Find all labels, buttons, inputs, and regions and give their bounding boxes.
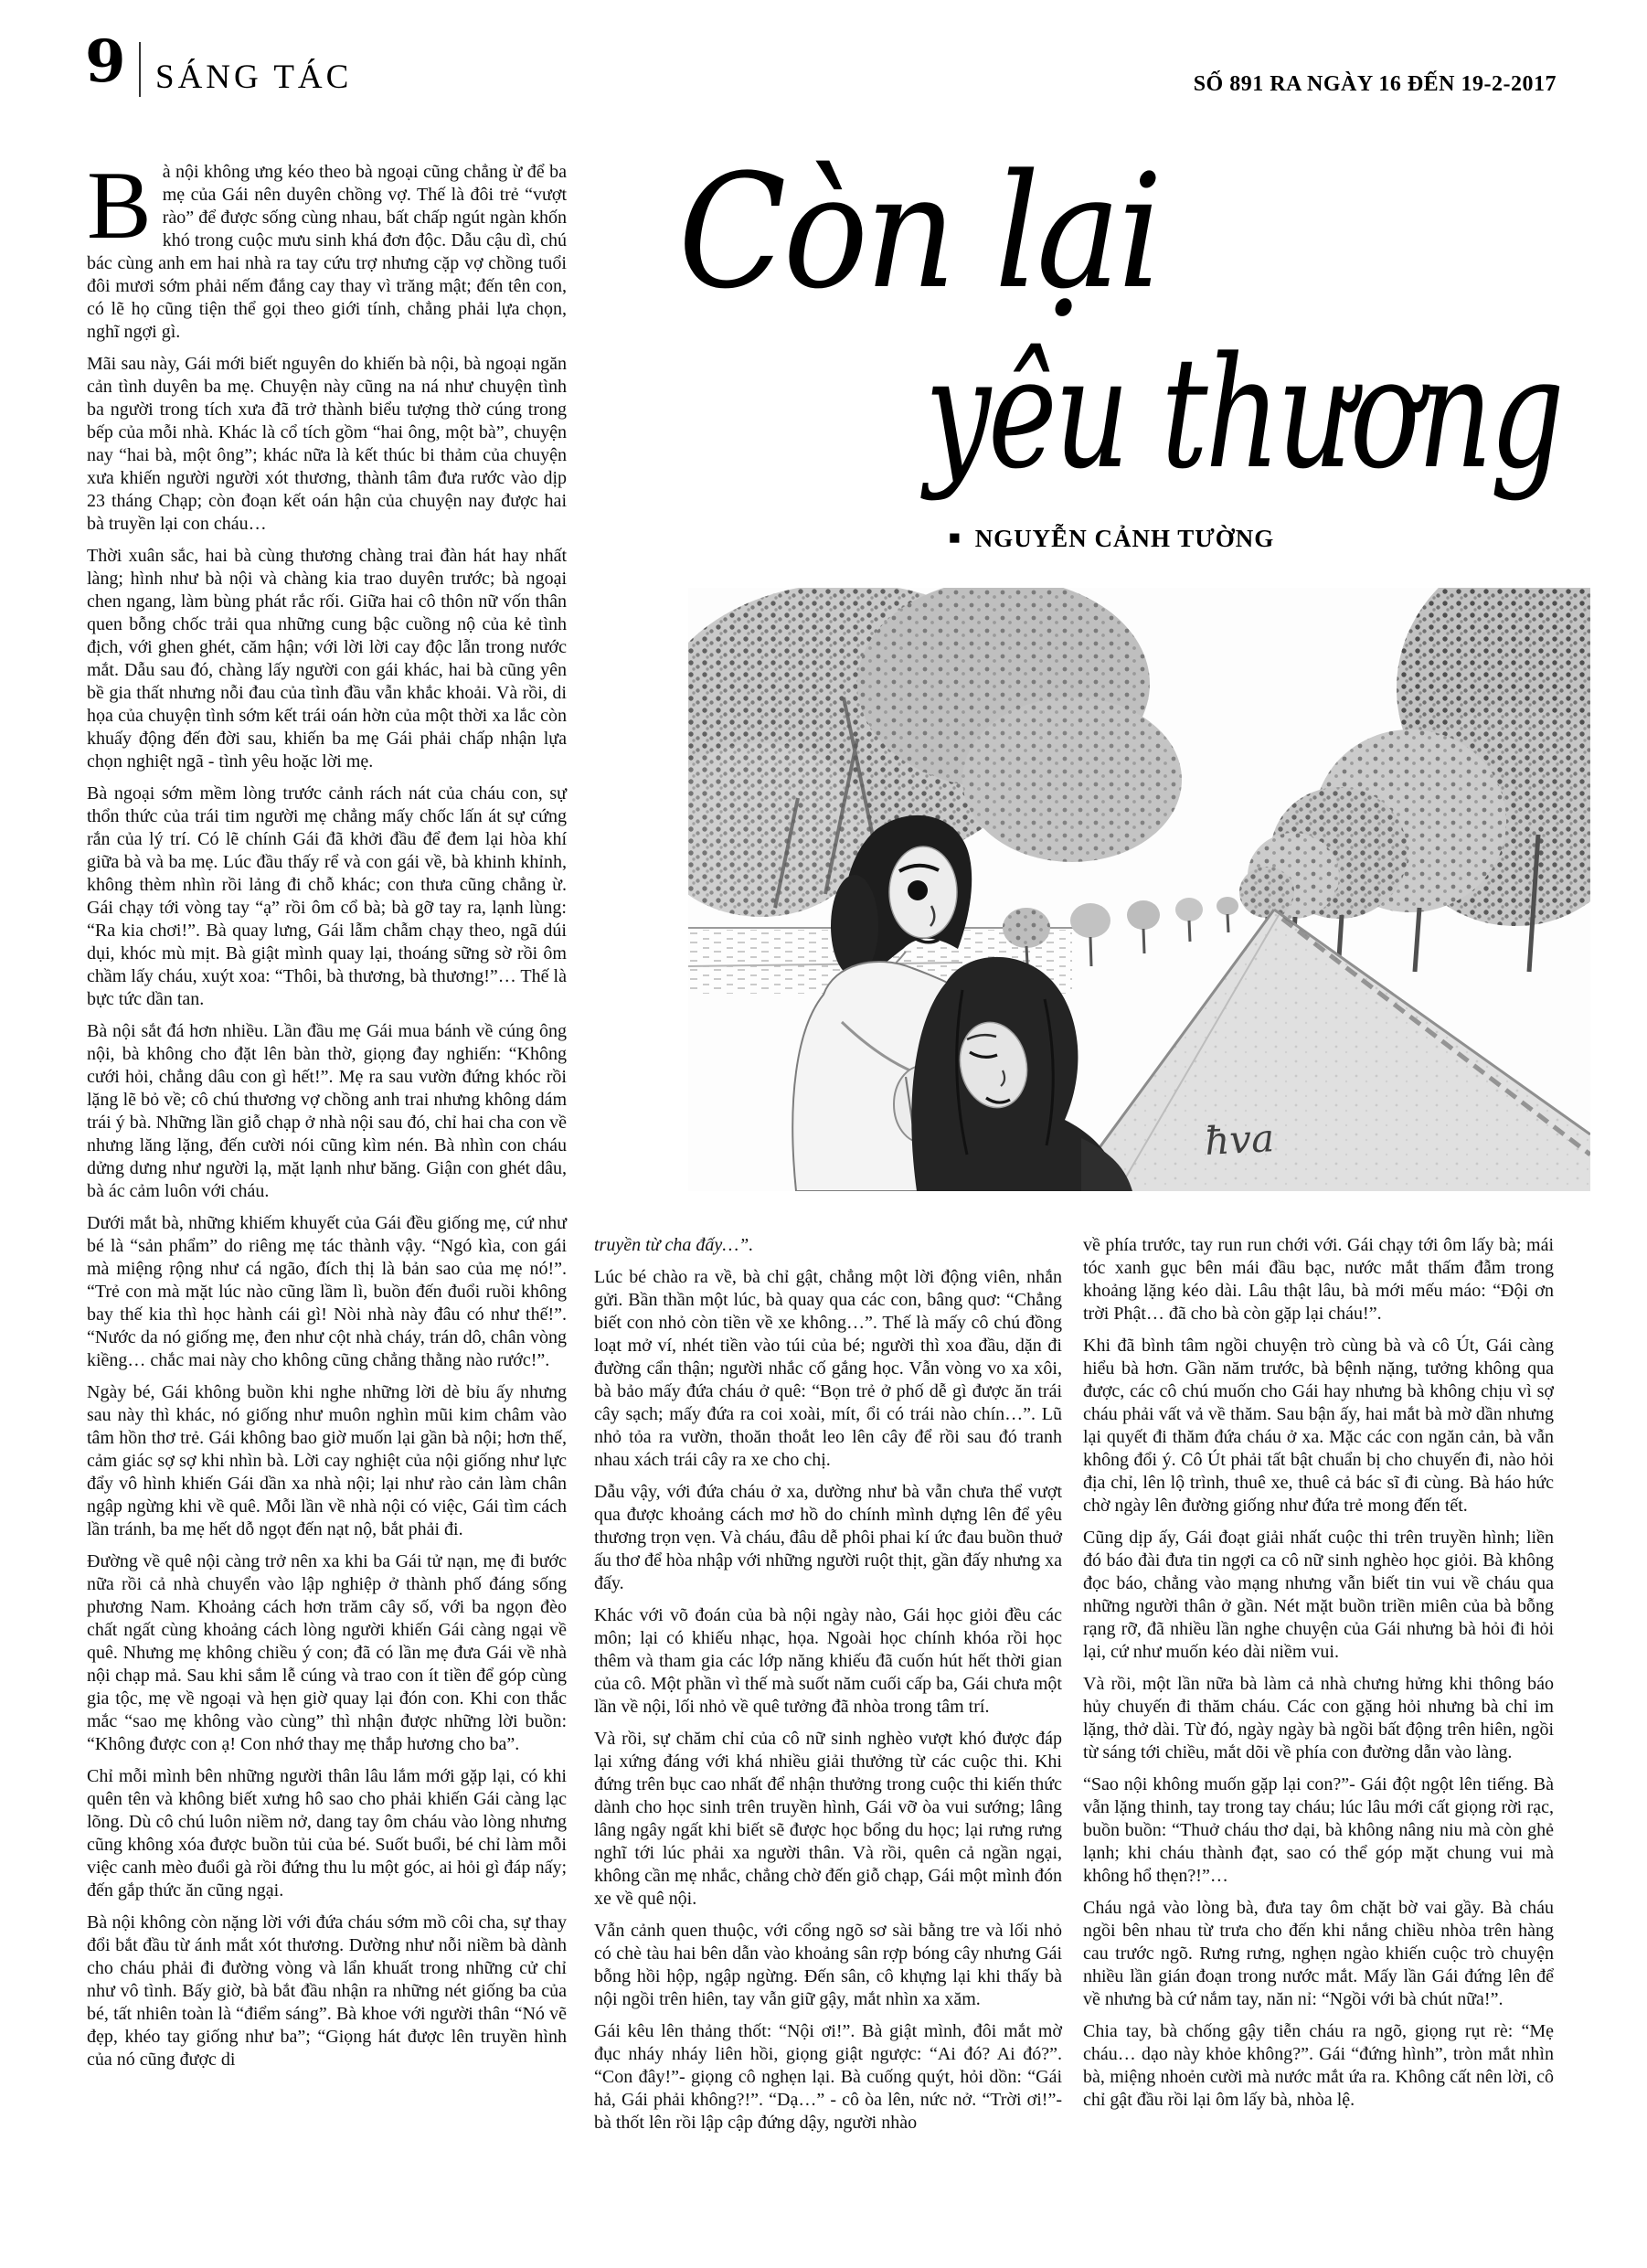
story-paragraph: truyền từ cha đấy…”. <box>594 1235 754 1255</box>
story-paragraph: Bà nội sắt đá hơn nhiều. Lần đầu mẹ Gái mua bánh về cúng ông nội, bà không cho đặt lên bàn thờ, giọng đay nghiến: “Không cưới hỏi, chẳng dâu con gì hết!”. Mẹ ra sau vườn đứng khóc rồi lặng lẽ bỏ về; cô chú thương vợ chồng anh trai nhưng không dám trái ý bà. Những lần giỗ chạp ở nhà nội sau đó, chỉ hai cha con về nhưng lăng lặng, đến cười nói cũng kìm nén. Bà nhìn con cháu dửng dưng như người lạ, mặt lạnh như băng. Giận con ghét dâu, bà ác cảm luôn với cháu. <box>87 1021 567 1201</box>
story-paragraph: Chia tay, bà chống gậy tiễn cháu ra ngõ, giọng rụt rè: “Mẹ cháu… dạo này khỏe không?”. Gái “đứng hình”, tròn mắt nhìn bà, miệng nhoẻn cười mà nước mắt ứa ra. Không cất nên lời, cô chỉ gật đầu rồi lại ôm lấy bà, nhòa lệ. <box>1083 2021 1554 2110</box>
story-paragraph: Mãi sau này, Gái mới biết nguyên do khiến bà nội, bà ngoại ngăn cản tình duyên ba mẹ. Chuyện này cũng na ná như chuyện tình ba người trong tích xưa đã trở thành biểu tượng thờ cúng trong bếp của mỗi nhà. Khác là cổ tích gồm “hai ông, một bà”, chuyện nay “hai bà, một ông”; khác nữa là kết thúc bi thảm của chuyện xưa khiến người người xót thương, thành tâm đưa rước vào dịp 23 tháng Chạp; còn đoạn kết oán hận của chuyện nay được hai bà truyền lại con cháu… <box>87 354 567 534</box>
byline-bullet-icon: ■ <box>949 527 962 548</box>
byline <box>949 525 1274 553</box>
story-paragraph: Dẫu vậy, với đứa cháu ở xa, dường như bà vẫn chưa thể vượt qua được khoảng cách mơ hồ do chính mình dựng lên để yêu thương trọn vẹn. Và cháu, đâu dễ phôi phai kí ức đau buồn thuở ấu thơ để hòa nhập với những người ruột thịt, gần đấy nhưng xa đấy. <box>594 1482 1062 1593</box>
article-column-3 <box>1083 1234 1554 2121</box>
story-paragraph: Khi đã bình tâm ngồi chuyện trò cùng bà và cô Út, Gái càng hiểu bà hơn. Gần năm trước, bà bệnh nặng, tưởng không qua được, các cô chú muốn cho Gái hay nhưng bà không chịu vì sợ cháu phải vất vả về thăm. Sau bận ấy, hai mắt bà mờ dần nhưng lại quyết đi thăm đứa cháu ở xa. Mặc các con ngăn cản, bà vẫn không đổi ý. Cô Út phải tất bật chuẩn bị cho chuyến đi, nào hỏi địa chỉ, lên lộ trình, thuê xe, thuê cả bác sĩ đi cùng. Bà háo hức chờ ngày lên đường giống như đứa trẻ mong đến tết. <box>1083 1336 1554 1516</box>
story-paragraph: Và rồi, sự chăm chỉ của cô nữ sinh nghèo vượt khó được đáp lại xứng đáng với khá nhiều giải thưởng từ các cuộc thi. Khi đứng trên bục cao nhất để nhận thưởng trong cuộc thi kiến thức dành cho học sinh trên truyền hình, Gái vỡ òa vui sướng; lâng lâng ngây ngất khi biết sẽ được học bổng du học; lại rưng rưng nghĩ tới lúc phải xa người thân. Và rồi, quên cả ngần ngại, không cần mẹ nhắc, chẳng chờ đến giỗ chạp, Gái một mình đón xe về quê nội. <box>594 1729 1062 1909</box>
story-paragraph: về phía trước, tay run run chới với. Gái chạy tới ôm lấy bà; mái tóc xanh gục bên mái đầu bạc, nước mắt thấm đẫm trong khoảng lặng kéo dài. Lâu thật lâu, bà mới mếu máo: “Đội ơn trời Phật… đã cho bà còn gặp lại cháu!”. <box>1083 1235 1554 1324</box>
story-paragraph: Chỉ mỗi mình bên những người thân lâu lắm mới gặp lại, có khi quên tên và không biết xưng hô sao cho phải khiến Gái càng lạc lõng. Dù cô chú luôn niềm nở, dang tay ôm cháu vào lòng nhưng cũng không xóa được buồn tủi của bé. Suốt buổi, bé chỉ làm mỗi việc canh mèo đuổi gà rồi đứng thu lu một góc, ai hỏi gì đáp nấy; đến gắp thức ăn cũng ngại. <box>87 1766 567 1901</box>
article-column-1 <box>87 152 567 2081</box>
story-paragraph: Ngày bé, Gái không buồn khi nghe những lời dè bỉu ấy nhưng sau này thì khác, nó giống như muôn nghìn mũi kim châm vào tâm hồn thơ trẻ. Gái không bao giờ muốn lại gần bà nội; hơn thế, cảm giác sợ sợ khi nhìn bà. Lời cay nghiệt của nội giống như lực đẩy vô hình khiến Gái dần xa nhà nội; lại như rào cản làm chân ngập ngừng khi về quê. Mỗi lần về nhà nội có việc, Gái tìm cách lần tránh, ba mẹ hết dỗ ngọt đến nạt nộ, bắt phải đi. <box>87 1382 567 1539</box>
article-title-line2: yêu thương <box>925 324 1562 503</box>
story-paragraph: Dưới mắt bà, những khiếm khuyết của Gái đều giống mẹ, cứ như bé là “sản phẩm” do riêng mẹ tác thành vậy. “Ngó kìa, con gái mà miệng rộng như cá ngão, đích thị là bản sao của mẹ nó!”. “Trẻ con mà mặt lúc nào cũng lầm lì, buồn đến đuổi ruồi không bay thế kia thì học hành cái gì! Nòi nhà này đâu có như thế!”. “Nước da nó giống mẹ, đen như cột nhà cháy, trán dô, chân vòng kiềng… chắc mai này cho không cũng chẳng thằng nào rước!”. <box>87 1213 567 1370</box>
article-title-line1: Còn lại <box>678 140 1160 324</box>
author-name: NGUYỄN CẢNH TƯỜNG <box>974 525 1275 552</box>
story-paragraph: Bà nội không ưng kéo theo bà ngoại cũng chẳng ừ để ba mẹ của Gái nên duyên chồng vợ. Thế là đôi trẻ “vượt rào” để được sống cùng nhau, bất chấp ngút ngàn khốn khó trong cuộc mưu sinh khá đơn độc. Dẫu cậu dì, chú bác cùng anh em hai nhà ra tay cứu trợ nhưng cặp vợ chồng tuổi đôi mươi sớm phải nếm đắng cay thay vì trăng mật; đến tên con, có lẽ họ cũng tiện thể gọi theo giới tính, chẳng phải lựa chọn, nghĩ ngợi gì. <box>87 152 567 342</box>
article-column-2 <box>594 1234 1062 2144</box>
story-paragraph: Gái kêu lên thảng thốt: “Nội ơi!”. Bà giật mình, đôi mắt mờ đục nháy nháy liên hồi, giọng giật ngược: “Ai đó? Ai đó?”. “Con đây!”- giọng cô nghẹn lại. Bà cuống quýt, hỏi dồn: “Gái hả, Gái phải không?!”. “Dạ…” - cô òa lên, nức nở. “Trời ơi!”- bà thốt lên rồi lập cập đứng dậy, người nhào <box>594 2021 1062 2133</box>
artist-signature: ħva <box>1203 1115 1276 1164</box>
issue-info: SỐ 891 RA NGÀY 16 ĐẾN 19-2-2017 <box>1193 72 1557 96</box>
story-paragraph: Bà nội không còn nặng lời với đứa cháu sớm mồ côi cha, sự thay đổi bắt đầu từ ánh mắt xót thương. Dường như nỗi niềm bà dành cho cháu phải đi đường vòng và lẩn khuất trong những cử chỉ như vô tình. Bấy giờ, bà bắt đầu nhận ra những nét giống ba của bé, tất nhiên toàn là “điểm sáng”. Bà khoe với người thân “Nó vẽ đẹp, khéo tay giống như ba”; “Giọng hát được lên truyền hình của nó cũng được di <box>87 1912 567 2070</box>
story-paragraph: Và rồi, một lần nữa bà làm cả nhà chưng hửng khi thông báo hủy chuyến đi thăm cháu. Các con gặng hỏi nhưng bà chỉ im lặng, thở dài. Từ đó, ngày ngày bà ngồi bất động trên hiên, ngồi từ sáng tới chiều, mắt dõi về phía con đường dẫn vào làng. <box>1083 1674 1554 1762</box>
story-illustration <box>688 588 1590 1191</box>
story-paragraph: Bà ngoại sớm mềm lòng trước cảnh rách nát của cháu con, sự thổn thức của trái tim người mẹ chẳng mấy chốc lấn át sự cứng rắn của lý trí. Có lẽ chính Gái đã khởi đầu để đem lại hòa khí giữa bà và ba mẹ. Lúc đầu thấy rể và con gái về, bà khinh khỉnh, không thèm nhìn rồi lảng đi chỗ khác; con thưa cũng chẳng ừ. Gái chạy tới vòng tay “ạ” rồi ôm cổ bà; bà gỡ tay ra, lạnh lùng: “Ra kia chơi!”. Bà quay lưng, Gái lẫm chẫm chạy theo, ngã dúi dụi, khóc mù mịt. Bà giật mình quay lại, thoáng sững sờ rồi ôm chầm lấy cháu, xuýt xoa: “Thôi, bà thương, bà thương!”… Thế là bực tức dần tan. <box>87 783 567 1009</box>
story-paragraph: Cũng dịp ấy, Gái đoạt giải nhất cuộc thi trên truyền hình; liền đó báo đài đưa tin ngợi ca cô nữ sinh nghèo học giỏi. Bà không đọc báo, chẳng vào mạng nhưng vẫn biết tin vui về cháu qua những người thân ở gần. Nét mặt buồn triền miên của bà bỗng rạng rỡ, đã nhiều lần nghe chuyện của Gái nhưng bà hỏi đi hỏi lại, cứ như muốn kéo dài niềm vui. <box>1083 1528 1554 1662</box>
story-paragraph: Cháu ngả vào lòng bà, đưa tay ôm chặt bờ vai gầy. Bà cháu ngồi bên nhau từ trưa cho đến khi nắng chiều nhòa trên hàng cau trước ngõ. Rưng rưng, nghẹn ngào khiến cuộc trò chuyện nhiều lần gián đoạn trong nước mắt. Mấy lần Gái đứng lên để về nhưng bà cứ nắm tay, năn nỉ: “Ngồi với bà chút nữa!”. <box>1083 1898 1554 2009</box>
story-paragraph: “Sao nội không muốn gặp lại con?”- Gái đột ngột lên tiếng. Bà vẫn lặng thinh, tay trong tay cháu; lúc lâu mới cất giọng rời rạc, buồn buồn: “Thuở cháu thơ dại, bà không nâng niu mà còn ghẻ lạnh; khi cháu thành đạt, sao có thể góp mặt chung vui mà không hổ thẹn?!”… <box>1083 1774 1554 1886</box>
illustration-drawing <box>688 588 1590 1191</box>
page-number: 9 <box>85 27 126 96</box>
story-paragraph: Vẫn cảnh quen thuộc, với cổng ngõ sơ sài bằng tre và lối nhỏ có chè tàu hai bên dẫn vào khoảng sân rợp bóng cây nhưng Gái bỗng hồi hộp, ngập ngừng. Đến sân, cô khựng lại khi thấy bà nội ngồi trên hiên, tay vẫn giữ gậy, mắt nhìn xa xăm. <box>594 1921 1062 2009</box>
story-paragraph: Đường về quê nội càng trở nên xa khi ba Gái tử nạn, mẹ đi bước nữa rồi cả nhà chuyển vào lập nghiệp ở thành phố đáng sống phương Nam. Khoảng cách hơn trăm cây số, với ba ngọn đèo chất ngất cùng khoảng cách lòng người khiến Gái càng ngại về quê. Nhưng mẹ không chiều ý con; đã có lần mẹ đưa Gái về nhà nội chạp mả. Sau khi sắm lễ cúng và trao con ít tiền để góp cùng gia tộc, mẹ về ngoại và hẹn giờ quay lại đón con. Khi con thắc mắc “sao mẹ không vào cùng” thì nhận được những lời buồn: “Không được con ạ! Con nhớ thay mẹ thắp hương cho ba”. <box>87 1551 567 1754</box>
header-divider <box>139 42 141 97</box>
story-paragraph: Lúc bé chào ra về, bà chỉ gật, chẳng một lời động viên, nhắn gửi. Bần thần một lúc, bà quay qua các con, bâng quơ: “Chẳng biết con nhỏ còn tiền về xe không…”. Thế là mấy cô chú đồng loạt mở ví, nhét tiền vào túi của bé; người thì xoa đầu, dặn đi đường cẩn thận; người nhắc cố gắng học. Vẫn vòng vo xa xôi, bà bảo mấy đứa cháu ở quê: “Bọn trẻ ở phố dễ gì được ăn trái cây sạch; mấy đứa ra coi xoài, mít, ổi có trái nào chín…”. Lũ nhỏ tỏa ra vườn, thoăn thoắt leo lên cây để rồi sau đó tranh nhau xách trái cây ra xe cho chị. <box>594 1267 1062 1470</box>
section-title: SÁNG TÁC <box>155 59 353 96</box>
story-paragraph: Khác với võ đoán của bà nội ngày nào, Gái học giỏi đều các môn; lại có khiếu nhạc, họa. Ngoài học chính khóa rồi học thêm và tham gia các lớp năng khiếu đã cuốn hút hết thời gian của cô. Một phần vì thế mà suốt năm cuối cấp ba, Gái chưa một lần về nội, lối nhỏ về quê tưởng đã nhòa trong tâm trí. <box>594 1605 1062 1717</box>
story-paragraph: Thời xuân sắc, hai bà cùng thương chàng trai đàn hát hay nhất làng; hình như bà nội và chàng kia trao duyên trước; bà ngoại chen ngang, làm bùng phát rắc rối. Giữa hai cô thôn nữ vốn thân quen bỗng chốc trải qua những cung bậc cuồng nộ của kẻ tình địch, với ghen ghét, căm hận; với lời lời cay độc lẫn trong nước mắt. Dẫu sau đó, chàng lấy người con gái khác, hai bà cũng yên bề gia thất nhưng nỗi đau của tình đầu vẫn khắc khoải. Và rồi, di họa của chuyện tình sớm kết trái oán hờn của một thời xa lắc còn khuấy động đến đời sau, khiến ba mẹ Gái phải chấp nhận lựa chọn nghiệt ngã - tình yêu hoặc lời mẹ. <box>87 546 567 772</box>
